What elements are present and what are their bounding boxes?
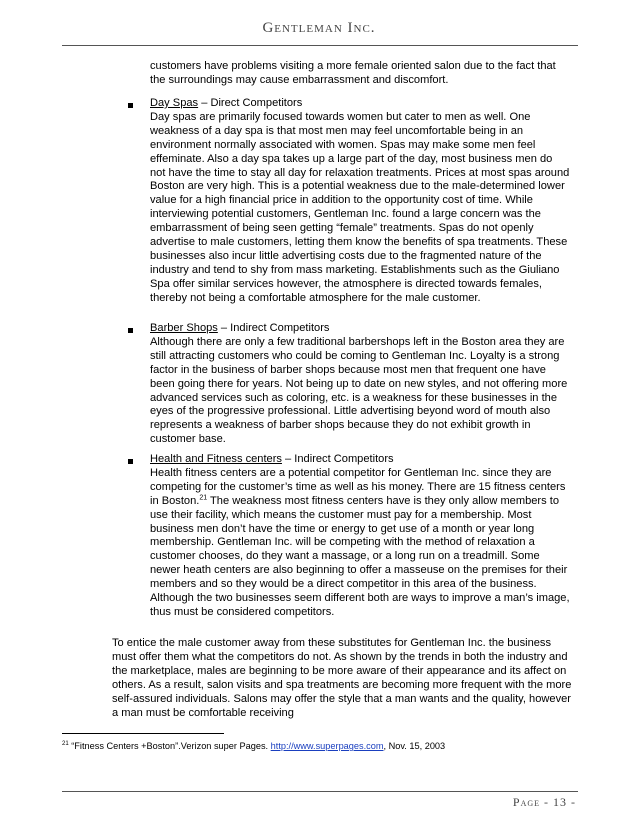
bullet-item-barber-shops: [150, 322, 570, 447]
bullet-item-day-spas: [150, 97, 570, 306]
header-divider: [62, 45, 578, 46]
bullet-marker: [128, 328, 133, 333]
footnote-divider: [62, 733, 224, 734]
footnote-reference[interactable]: 21: [199, 494, 208, 502]
bullet-type: – Indirect Competitors: [217, 322, 330, 334]
bullet-heading: [150, 97, 570, 111]
footnote: [62, 740, 572, 752]
bullet-marker: [128, 103, 133, 108]
bullet-item-fitness-centers: [150, 453, 570, 620]
page-header-title: Gentleman Inc.: [262, 20, 376, 36]
footnote-text-end: , Nov. 15, 2003: [383, 741, 446, 751]
closing-paragraph: To entice the male customer away from these substitutes for Gentleman Inc. the business must offer them what the competitors do not. As shown by the trends in both the industry and the marketplace, males are beginning to be more aware of their appearance and its affect on others. As a result, salon visits and spa treatments are becoming more frequent with the more self-assured individuals. Salons may offer the style that a man wants and the quality, however a man must be comfortable receiving: [112, 637, 572, 719]
footnote-text: “Fitness Centers +Boston”.Verizon super Pages.: [68, 741, 271, 751]
bullet-body-text: The weakness most fitness centers have is they only allow members to use their facility, which means the customer must pay for a membership. Most business men don’t have the time or energy to get use of a month or year long membership. Gentleman Inc. will be competing with the method of relaxation a customer chooses, do they want a massage, or a long run on a treadmill. Some newer heath centers are also beginning to offer a masseuse on the premises for their members and so they would be a direct competitor in this area of the business. Although the two businesses seem different both are ways to improve a man’s image, thus must be considered competitors.: [150, 494, 570, 618]
bullet-body: Day spas are primarily focused towards women but cater to men as well. One weakness of a day spa is that most men may feel uncomfortable being in an environment normally associated with women. Spas may make some men feel effeminate. Also a day spa takes up a large part of the day, most business men do not have the time to stay all day for relaxation treatments. Prices at most spas around Boston are very high. This is a potential weakness due to the male-determined lower value for a high financial price in addition to the opportunity cost of time. While interviewing potential customers, Gentleman Inc. found a large concern was the embarrassment of being seen getting “female” treatments. Spas do not openly advertise to male customers, letting them know the benefits of spa treatments. These businesses also incur little advertising costs due to the fragmented nature of the industry and tend to shy from mass marketing. Establishments such as the Giuliano Spa offer similar services however, the atmosphere is directed towards females, thereby not being a comfortable atmosphere for the male customer.: [150, 110, 570, 304]
bullet-title: Barber Shops: [150, 322, 218, 334]
page-number: Page - 13 -: [512, 795, 576, 809]
bullet-title: Health and Fitness centers: [150, 453, 282, 465]
bullet-heading: [150, 322, 570, 336]
bullet-marker: [128, 459, 133, 464]
footnote-link[interactable]: http://www.superpages.com: [270, 741, 384, 751]
bullet-title: Day Spas: [150, 97, 199, 109]
footnote-number: 21: [62, 740, 69, 747]
continuation-paragraph: customers have problems visiting a more female oriented salon due to the fact that the surroundings may cause embarrassment and discomfort.: [150, 60, 556, 86]
bullet-body-text: Health fitness centers are a potential competitor for Gentleman Inc. since they are competing for the customer’s time as well as his money. There are 15 fitness centers in Boston.: [150, 466, 566, 507]
footer-divider: [62, 791, 578, 792]
bullet-body: Although there are only a few traditional barbershops left in the Boston area they are still attracting customers who could be coming to Gentleman Inc. Loyalty is a strong factor in the business of barber shops because most men that frequent one have been going there for years. Not being up to date on new styles, and not offering more advanced services such as coloring, etc. is a weakness for these businesses in the eyes of the progressive professional. Little advertising beyond word of mouth also represents a weakness of barber shops because they do not exhibit growth in customer base.: [150, 335, 568, 446]
bullet-body: [150, 467, 570, 620]
bullet-heading: [150, 453, 570, 467]
bullet-type: – Indirect Competitors: [281, 453, 394, 465]
bullet-type: – Direct Competitors: [198, 97, 303, 109]
